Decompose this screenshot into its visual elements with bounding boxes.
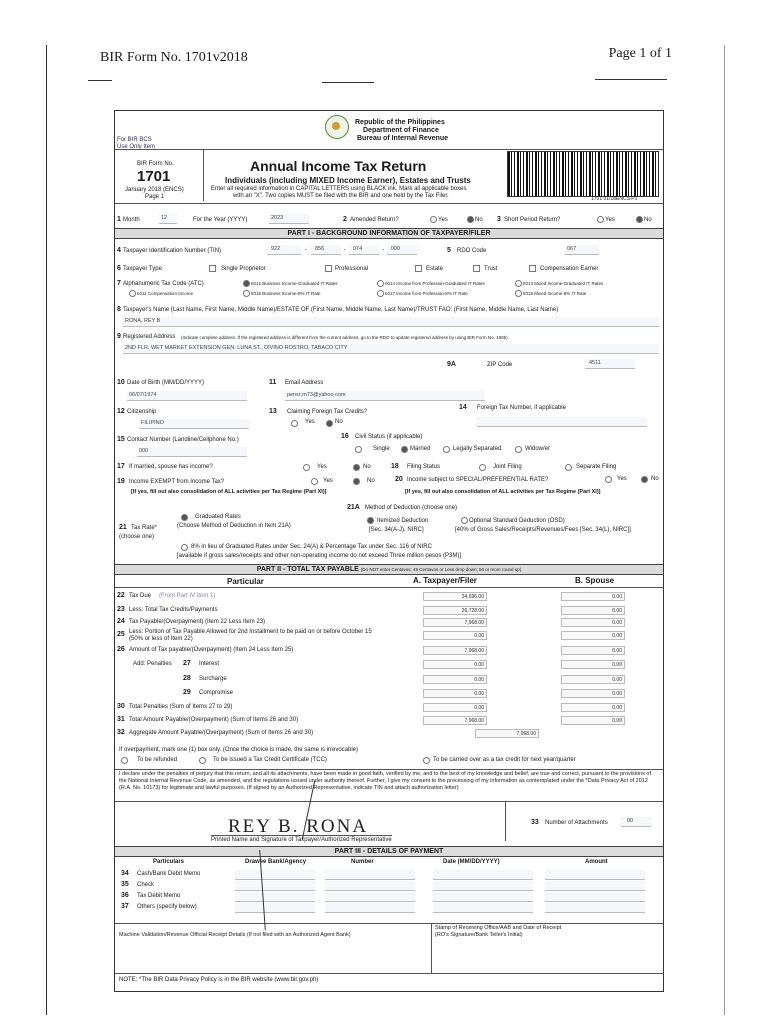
tax-row-label: Tax Due — [129, 593, 152, 599]
tax-row-28 — [115, 674, 663, 686]
form-date: January 2018 (ENCS) — [125, 187, 184, 193]
tax-row-label: Total Penalties (Sum of Items 27 to 29) — [129, 704, 233, 710]
payment-row-num: 34 — [121, 870, 129, 877]
col-spouse: B. Spouse — [575, 576, 615, 585]
short-period-yes-radio[interactable] — [597, 216, 604, 223]
spouse-amount-27[interactable]: 0.00 — [561, 660, 625, 669]
filing-status-label: Filing Status — [407, 464, 441, 470]
payment-field[interactable] — [235, 881, 315, 891]
tin-field-1[interactable]: 922 — [267, 245, 301, 255]
civil-status-label: Civil Status (if applicable) — [355, 434, 423, 440]
taxpayer-amount-24[interactable]: 7,968.00 — [423, 618, 487, 627]
part2-header: PART II - TOTAL TAX PAYABLE (Do NOT enter Centavos; 49 Centavos or Less drop down; 50 or more round up) — [115, 564, 663, 575]
spouse-income-label: If married, spouse has income? — [129, 464, 213, 470]
tax-row-label: Total Amount Payable/(Overpayment) (Sum of Items 26 and 30) — [129, 717, 299, 723]
scan-edge-line — [724, 45, 725, 1015]
contact-number-field[interactable]: 000 — [137, 447, 247, 457]
tax-row-25 — [115, 630, 663, 642]
tax-row-num: 30 — [117, 703, 125, 710]
tin-field-2[interactable]: 856 — [311, 245, 341, 255]
taxpayer-name-field[interactable]: RONA, REY B — [123, 317, 659, 327]
tax-row-label: Amount of Tax payable/(Overpayment) (Item 24 Less Item 25) — [129, 647, 294, 653]
spouse-amount-28[interactable]: 0.00 — [561, 675, 625, 684]
joint-filing-radio[interactable] — [479, 464, 486, 471]
graduated-rates-radio[interactable] — [181, 514, 188, 521]
year-field[interactable]: 2023 — [269, 214, 309, 224]
foreign-credits-yes-radio[interactable] — [291, 420, 298, 427]
barcode-caption: 1701 01/18ENCS P1 — [591, 196, 638, 202]
carry-over-radio[interactable] — [423, 757, 430, 764]
refund-radio[interactable] — [121, 757, 128, 764]
spouse-amount-30[interactable]: 0.00 — [561, 703, 625, 712]
taxpayer-amount-32[interactable]: 7,968.00 — [475, 729, 539, 738]
payment-row-num: 35 — [121, 881, 129, 888]
scan-edge-line — [46, 45, 47, 1015]
taxpayer-amount-28[interactable]: 0.00 — [423, 675, 487, 684]
tin-field-3[interactable]: 074 — [349, 245, 379, 255]
year-label: For the Year (YYYY) — [193, 217, 248, 223]
short-period-label: Short Period Return? — [504, 217, 561, 223]
dob-label: Date of Birth (MM/DD/YYYY) — [127, 380, 205, 386]
payment-row-label: Cash/Bank Debit Memo — [137, 871, 201, 877]
payment-field[interactable] — [235, 892, 315, 902]
part3-header: PART III - DETAILS OF PAYMENT — [115, 846, 663, 857]
spouse-income-no-radio[interactable] — [353, 464, 360, 471]
special-rate-label: Income subject to SPECIAL/PREFERENTIAL RATE? — [407, 477, 549, 483]
overpayment-label: If overpayment, mark one (1) box only. (Once the choice is made, the same is irrevocable) — [119, 747, 358, 753]
month-field[interactable]: 12 — [159, 214, 177, 224]
email-field[interactable]: perez.m73@yahoo.com — [285, 391, 485, 401]
zip-code-label: ZIP Code — [487, 362, 513, 368]
atc-ii011-radio[interactable] — [129, 290, 136, 297]
amended-yes-radio[interactable] — [430, 216, 437, 223]
form-title: Annual Income Tax Return — [250, 158, 427, 174]
payment-field[interactable] — [433, 881, 533, 891]
taxpayer-amount-30[interactable]: 0.00 — [423, 703, 487, 712]
taxpayer-amount-22[interactable]: 34,696.00 — [423, 592, 487, 601]
payment-row-num: 36 — [121, 892, 129, 899]
tax-due-hint: (From Part IV Item 1) — [159, 593, 216, 599]
civil-married-radio[interactable] — [401, 446, 408, 453]
scan-mark — [88, 80, 112, 81]
tax-row-label: Less: Portion of Tax Payable Allowed for 2nd Installment to be paid on or before October 15 (50% or less of Item 22) — [129, 629, 372, 642]
payment-row-label: Check — [137, 882, 155, 888]
payment-field[interactable] — [235, 903, 315, 913]
tax-row-32 — [115, 728, 663, 740]
type-compensation-earner-checkbox[interactable] — [529, 265, 536, 272]
payment-field[interactable] — [545, 881, 645, 891]
tax-row-label: Interest — [199, 661, 220, 667]
spouse-amount-25[interactable]: 0.00 — [561, 631, 625, 640]
foreign-tax-number-label: Foreign Tax Number, if applicable — [477, 405, 566, 411]
citizenship-field[interactable]: FILIPINO — [139, 419, 249, 429]
payment-col-header: Amount — [585, 859, 608, 865]
tcc-radio[interactable] — [199, 757, 206, 764]
attachments-label: Number of Attachments — [545, 820, 608, 826]
form-number: 1701 — [137, 168, 171, 185]
payment-row-label: Others (specify below) — [137, 904, 197, 910]
tax-row-num: 31 — [117, 716, 125, 723]
tax-row-num: 26 — [117, 646, 125, 653]
taxpayer-amount-26[interactable]: 7,968.00 — [423, 646, 487, 655]
tax-rate-label: Tax Rate* — [131, 525, 158, 531]
civil-separated-radio[interactable] — [443, 446, 450, 453]
scan-mark — [595, 79, 667, 80]
payment-col-header: Date (MM/DD/YYYY) — [443, 859, 500, 865]
penalties-label: Add: Penalties — [133, 661, 172, 667]
rdo-field[interactable]: 067 — [565, 245, 599, 255]
stamp-label-1: Stamp of Receiving Office/AAB and Date of Receipt — [435, 925, 562, 931]
agency-line-2: Department of Finance — [363, 127, 439, 134]
dob-field[interactable]: 06/07/1974 — [127, 391, 247, 401]
col-taxpayer: A. Taxpayer/Filer — [413, 576, 477, 585]
page-header-title: BIR Form No. 1701v2018 — [100, 50, 248, 65]
contact-number-label: Contact Number (Landline/Cellphone No.) — [127, 437, 239, 443]
zip-code-field[interactable]: 4511 — [585, 359, 635, 369]
atc-ii012-radio[interactable] — [243, 280, 250, 287]
taxpayer-amount-27[interactable]: 0.00 — [423, 660, 487, 669]
bir-use-label-2: Use Only Item — [117, 144, 156, 150]
form-page: Page 1 — [145, 194, 165, 200]
form-instruction-2: with an "X". Two copies MUST be filed with the BIR and one held by the Tax Filer. — [233, 193, 449, 199]
tax-row-label: Surcharge — [199, 676, 227, 682]
bir-seal-icon — [325, 115, 349, 139]
tax-row-27 — [115, 659, 663, 671]
payment-field[interactable] — [545, 903, 645, 913]
registered-address-label: Registered Address — [123, 334, 176, 340]
tax-row-num: 27 — [183, 660, 191, 667]
email-label: Email Address — [285, 380, 324, 386]
atc-ii013-radio[interactable] — [515, 280, 522, 287]
tin-label: Taxpayer Identification Number (TIN) — [123, 248, 222, 254]
registered-address-field[interactable]: 2ND FLR. WET MARKET EXTENSION GEN. LUNA ST., DIVINO ROSTRO, TABACO CITY — [123, 344, 659, 354]
tax-row-num: 25 — [117, 631, 125, 638]
payment-col-header: Number — [351, 859, 374, 865]
tax-row-num: 29 — [183, 689, 191, 696]
stamp-label-2: (RO's Signature/Bank Teller's Initial) — [435, 932, 523, 938]
payment-field[interactable] — [325, 892, 415, 902]
bir-use-label: For BIR BCS — [117, 137, 152, 143]
amended-label: Amended Return? — [350, 217, 399, 223]
tax-row-num: 22 — [117, 592, 125, 599]
rdo-label: RDO Code — [457, 248, 487, 254]
taxpayer-type-label: Taxpayer Type — [123, 266, 162, 272]
payment-field[interactable] — [325, 870, 415, 880]
bir-form-1701: For BIR BCS Use Only Item Republic of the Philippines Department of Finance Bureau of Internal Revenue BIR Form No. 1701 January 2018 (ENCS) Page 1 Annual Income Tax Return Individuals (including MIXED Income Earner), Estates and Trusts Enter all required information in CAPITAL LETTERS using BLACK ink. Mark all applicable boxes with an "X". Two copies MUST be filed with the BIR and one held by the Tax Filer. 1701 01/18ENCS P1 1 Month 12 For the Year (YYYY) 2023 2 Amended Return? Yes No 3 Short Period Return? Yes No PART I - BACKGROUND INFORMATION OF TAXPAYER/FILER 4 Taxpayer Identification Number (TIN) 922 - 856 - 074 - 000 5 RDO Code 067 6 Taxpayer Type Single Proprietor Professional Estate Trust Compensation Earner 7 Alphanumeric Tax Code (ATC) II012 Business Income-Graduated IT Rates II014 Income from Profession-Graduated IT Rates II013 Mixed Income-Graduated IT Rates II011 Compensation Income II015 Business Income-8% IT Rate II017 Income from Profession-8% IT Rate II016 Mixed Income-8% IT Rate 8 Taxpayer's Name (Last Name, First Name, Middle Name)/ESTATE OF (First Name, Middle Name, Last Name)/TRUST FAO: (First Name, Middle Name, Last Name) RONA, REY B 9 Registered Address (Indicate complete address. If the registered address is different from the current address, go to the RDO to update registered address by using BIR Form No. 1905) 2ND FLR. WET MARKET EXTENSION GEN. LUNA ST., DIVINO ROSTRO, TABACO CITY 9A ZIP Code 4511 10 Date of Birth (MM/DD/YYYY) 06/07/1974 11 Email Address perez.m73@yahoo.com 12 Citizenship FILIPINO 13 Claiming Foreign Tax Credits? Yes No 14 Foreign Tax Number, if applicable 15 Contact Number (Landline/Cellphone No.) 000 16 Civil Status (if applicable) Single Married Legally Separated Widow/er 17 If married, spouse has income? Yes No 18 Filing Status Joint Filing Separate Filing 19 Income EXEMPT from Income Tax? Yes No [If yes, fill out also consolidation of ALL activities per Tax Regime (Part XI)] 20 Income subject to SPECIAL/PREFERENTIAL RATE? Yes No [If yes, fill out also consolidation of ALL activities per Tax Regime (Part XI)] 21A Method of Deduction (choose one) Graduated Rates 21 Tax Rate* (choose one) (Choose Method of Deduction in Item 21A) Itemized Deduction [Sec. 34(A-J), NIRC] Optional Standard Deduction (OSD) [40% of Gross Sales/Receipts/Revenues/Fees [Sec. 34(L), NIRC]] 8% in lieu of Graduated Rates under Sec. 24(A) & Percentage Tax under Sec. 116 of NIRC [available if gross sales/receipts and other non-operating income do not exceed Three million pesos (P3M)] PART II - TOTAL TAX PAYABLE (Do NOT enter Centavos; 49 Centavos or Less drop down; 50 or more round up) Particular A. Taxpayer/Filer B. Spouse 22 Tax Due (From Part IV Item 1) 34,696.00 0.00 23 Less: Total Tax Credits/Payments 26,728.00 0.00 24 Tax Payable/(Overpayment) (Item 22 Less Item 23) 7,968.00 0.00 25 Less: Portion of Tax Payable Allowed for 2nd Installment to be paid on or before October 15 (50% or less of Item 22) 0.00 0.00 26 Amount of Tax payable/(Overpayment) (Item 24 Less Item 25) 7,968.00 0.00 Add: Penalties 27 Interest 0.00 0.00 28 Surcharge 0.00 0.00 29 Compromise 0.00 0.00 30 Total Penalties (Sum of Items 27 to 29) 0.00 0.00 31 Total Amount Payable/(Overpayment) (Sum of Items 26 and 30) 7,968.00 0.00 32 Aggregate Amount Payable/(Overpayment) (Sum of Items 26 and 30) 7,968.00 If overpayment, mark one (1) box only. (Once the choice is made, the same is irrevocable) To be refunded To be issued a Tax Credit Certificate (TCC) To be carried over as a tax credit for next year/quarter I declare under the penalties of perjury that this return, and all its attachments, have been made in good faith, verified by me, and to the best of my knowledge and belief, are true and correct, pursuant to the provisions of the National Internal Revenue Code, as amended, and the regulations issued under authority thereof. Further, I give my consent to the processing of my information as contemplated under the *Data Privacy Act of 2012 (R.A. No. 10173) for legitimate and lawful purposes. (If signed by an Authorized Representative, indicate TIN and attach authorization letter) 33 Number of Attachments 00 Printed Name and Signature of Taxpayer/Authorized Representative PART III - DETAILS OF PAYMENT Particulars Drawee Bank/Agency Number Date (MM/DD/YYYY) Amount 34 Cash/Bank Debit Memo 35 Check 36 Tax Debit Memo 37 Others (specify below) Machine Validation/Revenue Official Receipt Details (If not filed with an Authorized Agent Bank) Stamp of Receiving Office/AAB and Date of Receipt (RO's Signature/Bank Teller's Initial) NOTE: *The BIR Data Privacy Policy is in the BIR website (www.bir.gov.ph) — [114, 110, 664, 992]
foreign-tax-number-field[interactable] — [477, 417, 647, 427]
tax-row-29 — [115, 688, 663, 700]
form-subtitle: Individuals (including MIXED Income Earner), Estates and Trusts — [225, 176, 471, 185]
tax-row-label: Compromise — [199, 690, 234, 696]
tax-row-label: Tax Payable/(Overpayment) (Item 22 Less Item 23) — [129, 619, 266, 625]
short-period-no-radio[interactable] — [636, 216, 643, 223]
spouse-amount-24[interactable]: 0.00 — [561, 618, 625, 627]
type-professional-checkbox[interactable] — [325, 265, 332, 272]
tax-row-26 — [115, 645, 663, 657]
payment-col-header: Particulars — [153, 859, 185, 865]
income-exempt-yes-radio[interactable] — [311, 478, 318, 485]
separate-filing-radio[interactable] — [565, 464, 572, 471]
taxpayer-amount-25[interactable]: 0.00 — [423, 631, 487, 640]
atc-ii014-radio[interactable] — [377, 280, 384, 287]
spouse-income-yes-radio[interactable] — [303, 464, 310, 471]
tax-row-num: 28 — [183, 675, 191, 682]
atc-label: Alphanumeric Tax Code (ATC) — [123, 281, 204, 287]
spouse-amount-23[interactable]: 0.00 — [561, 606, 625, 615]
civil-single-radio[interactable] — [355, 446, 362, 453]
scan-mark — [322, 82, 374, 83]
payment-field[interactable] — [545, 870, 645, 880]
citizenship-label: Citizenship — [127, 409, 157, 415]
foreign-credits-label: Claiming Foreign Tax Credits? — [287, 409, 368, 415]
tax-row-30 — [115, 702, 663, 714]
privacy-note: NOTE: *The BIR Data Privacy Policy is in the BIR website (www.bir.gov.ph) — [119, 977, 319, 983]
tax-row-31 — [115, 715, 663, 727]
tin-field-4[interactable]: 000 — [387, 245, 417, 255]
payment-col-header: Drawee Bank/Agency — [245, 859, 307, 865]
form-instruction-1: Enter all required information in CAPITAL LETTERS using BLACK ink. Mark all applicable boxes — [211, 186, 467, 192]
atc-ii017-radio[interactable] — [377, 290, 384, 297]
spouse-amount-29[interactable]: 0.00 — [561, 689, 625, 698]
agency-line-1: Republic of the Philippines — [355, 119, 445, 126]
itemized-deduction-radio[interactable] — [367, 517, 374, 524]
tax-row-22 — [115, 591, 663, 603]
eight-percent-radio[interactable] — [181, 544, 188, 551]
atc-ii016-radio[interactable] — [515, 290, 522, 297]
taxpayer-amount-31[interactable]: 7,968.00 — [423, 716, 487, 725]
page-number: Page 1 of 1 — [608, 46, 672, 61]
signature-caption: Printed Name and Signature of Taxpayer/Authorized Representative — [211, 837, 392, 843]
form-no-label: BIR Form No. — [137, 161, 174, 167]
civil-widow-radio[interactable] — [515, 446, 522, 453]
atc-ii015-radio[interactable] — [243, 290, 250, 297]
part1-header: PART I - BACKGROUND INFORMATION OF TAXPAYER/FILER — [115, 228, 663, 239]
type-trust-checkbox[interactable] — [473, 265, 480, 272]
agency-line-3: Bureau of Internal Revenue — [357, 135, 449, 142]
foreign-credits-no-radio[interactable] — [326, 420, 333, 427]
payment-field[interactable] — [433, 870, 533, 880]
payment-field[interactable] — [235, 870, 315, 880]
spouse-amount-31[interactable]: 0.00 — [561, 716, 625, 725]
tax-row-num: 32 — [117, 729, 125, 736]
taxpayer-signature: REY B. RONA — [228, 816, 369, 837]
payment-field[interactable] — [433, 892, 533, 902]
tax-row-label: Less: Total Tax Credits/Payments — [129, 607, 218, 613]
tax-row-num: 24 — [117, 618, 125, 625]
declaration-text: I declare under the penalties of perjury that this return, and all its attachments, have been made in good faith, verified by me, and to the best of my knowledge and belief, are true and correct, pursuant to the provisions of the National Internal Revenue Code, as amended, and the regulations issued under authority thereof. Further, I give my consent to the processing of my information as contemplated under the *Data Privacy Act of 2012 (R.A. No. 10173) for legitimate and lawful purposes. (If signed by an Authorized Representative, indicate TIN and attach authorization letter) — [119, 771, 651, 791]
payment-field[interactable] — [545, 892, 645, 902]
form-barcode — [507, 151, 659, 197]
taxpayer-name-label: Taxpayer's Name (Last Name, First Name, Middle Name)/ESTATE OF (First Name, Middle Name, Last Name)/TRUST FAO: (First Name, Middle Name, Last Name) — [123, 307, 559, 313]
payment-field[interactable] — [325, 881, 415, 891]
col-particular: Particular — [227, 577, 264, 586]
special-rate-no-radio[interactable] — [641, 476, 648, 483]
taxpayer-amount-29[interactable]: 0.00 — [423, 689, 487, 698]
payment-row-num: 37 — [121, 903, 129, 910]
tax-row-label: Aggregate Amount Payable/(Overpayment) (Sum of Items 26 and 30) — [129, 730, 314, 736]
special-rate-yes-radio[interactable] — [605, 476, 612, 483]
type-estate-checkbox[interactable] — [415, 265, 422, 272]
payment-row-label: Tax Debit Memo — [137, 893, 181, 899]
taxpayer-amount-23[interactable]: 26,728.00 — [423, 606, 487, 615]
payment-field[interactable] — [325, 903, 415, 913]
spouse-amount-22[interactable]: 0.00 — [561, 592, 625, 601]
income-exempt-label: Income EXEMPT from Income Tax? — [129, 479, 225, 485]
tax-row-23 — [115, 605, 663, 617]
attachments-field[interactable]: 00 — [621, 817, 651, 827]
tax-row-24 — [115, 617, 663, 629]
tax-row-num: 23 — [117, 606, 125, 613]
payment-field[interactable] — [433, 903, 533, 913]
amended-no-radio[interactable] — [467, 216, 474, 223]
month-label: Month — [123, 217, 140, 223]
income-exempt-no-radio[interactable] — [353, 478, 360, 485]
spouse-amount-26[interactable]: 0.00 — [561, 646, 625, 655]
machine-validation-label: Machine Validation/Revenue Official Receipt Details (If not filed with an Authorized Agent Bank) — [119, 932, 351, 938]
deduction-method-label: Method of Deduction (choose one) — [365, 505, 458, 511]
osd-radio[interactable] — [461, 517, 468, 524]
type-single-proprietor-checkbox[interactable] — [209, 265, 216, 272]
